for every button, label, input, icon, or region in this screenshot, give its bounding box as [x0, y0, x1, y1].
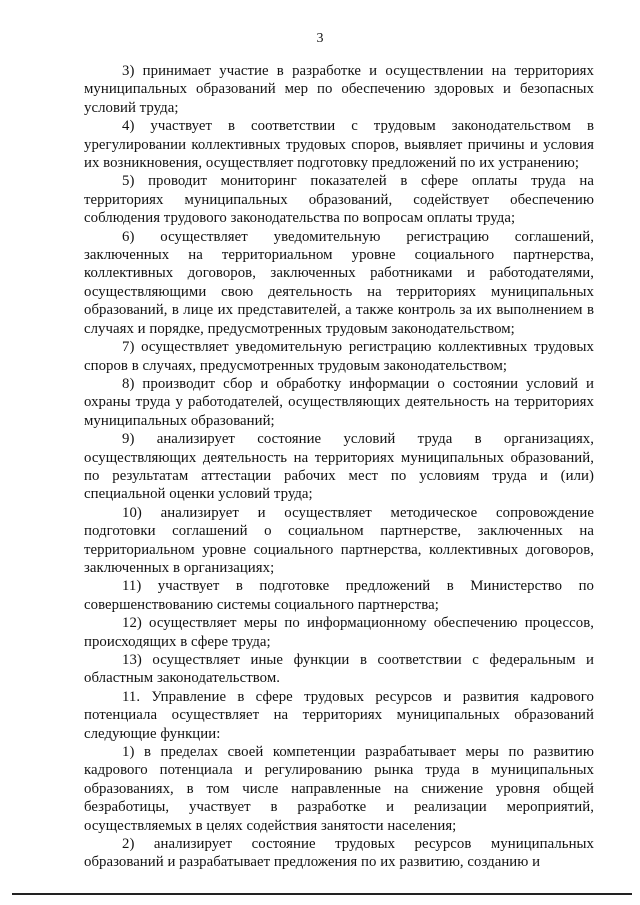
paragraph-item-8: 8) производит сбор и обработку информации о состоянии условий и охраны труда у работодателей, осуществляющих деятельность на территориях муниципальных образований; — [84, 375, 594, 429]
paragraph-item-13: 13) осуществляет иные функции в соответствии с федеральным и областным законодательством. — [84, 652, 594, 687]
paragraph-item-4: 4) участвует в соответствии с трудовым законодательством в урегулировании коллективных трудовых споров, выявляет причины и условия их возникновения, осуществляет подготовку предложений по их устранению; — [84, 118, 594, 172]
paragraph-item-9: 9) анализирует состояние условий труда в организациях, осуществляющих деятельность на территориях муниципальных образований, по результатам аттестации рабочих мест по условиям труда и (или) специальной оценки условий труда; — [84, 431, 594, 503]
paragraph-item-11: 11) участвует в подготовке предложений в Министерство по совершенствованию системы социального партнерства; — [84, 578, 594, 613]
section-11-item-2: 2) анализирует состояние трудовых ресурсов муниципальных образований и разрабатывает предложения по их развитию, созданию и — [84, 836, 594, 871]
section-11-item-1: 1) в пределах своей компетенции разрабатывает меры по развитию кадрового потенциала и регулированию рынка труда в муниципальных образованиях, в том числе направленные на снижение уровня общей безработицы, участвует в разработке и реализации мероприятий, осуществляемых в целях содействия занятости населения; — [84, 744, 594, 834]
page-number: 3 — [316, 31, 324, 46]
paragraph-item-5: 5) проводит мониторинг показателей в сфере оплаты труда на территориях муниципальных образований, содействует обеспечению соблюдения трудового законодательства по вопросам оплаты труда; — [84, 173, 594, 227]
paragraph-item-3: 3) принимает участие в разработке и осуществлении на территориях муниципальных образований мер по обеспечению здоровых и безопасных условий труда; — [84, 63, 594, 116]
paragraph-item-7: 7) осуществляет уведомительную регистрацию коллективных трудовых споров в случаях, предусмотренных трудовым законодательством; — [84, 339, 594, 374]
paragraph-item-6: 6) осуществляет уведомительную регистрацию соглашений, заключенных на территориальном уровне социального партнерства, коллективных договоров, заключенных работниками и работодателями, осуществляющими свою деятельность на территориях муниципальных образований, в лице их представителей, а также контроль за их выполнением в случаях и порядке, предусмотренных трудовым законодательством; — [84, 228, 594, 337]
section-11-heading-paragraph: 11. Управление в сфере трудовых ресурсов и развития кадрового потенциала осуществляет на территориях муниципальных образований следующие функции: — [84, 688, 594, 742]
paragraph-item-12: 12) осуществляет меры по информационному обеспечению процессов, происходящих в сфере труда; — [84, 615, 594, 650]
scan-bottom-edge-line — [12, 893, 632, 895]
paragraph-item-10: 10) анализирует и осуществляет методическое сопровождение подготовки соглашений о социальном партнерстве, заключенных на территориальном уровне социального партнерства, коллективных договоров, заключенных в организациях; — [84, 504, 594, 576]
document-body — [84, 62, 594, 872]
